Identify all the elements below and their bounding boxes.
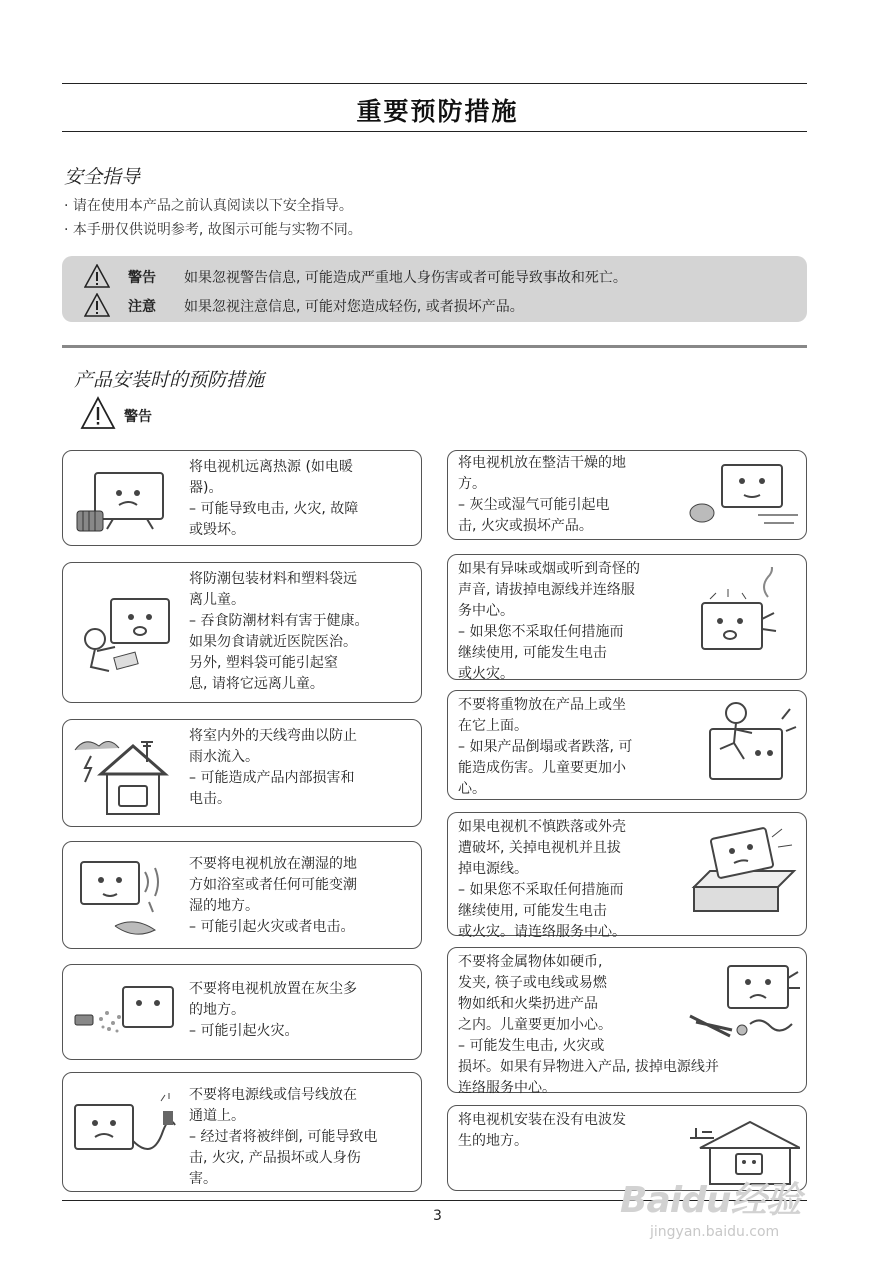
warning-triangle-icon xyxy=(80,396,116,430)
notice-warning-text: 如果忽视警告信息, 可能造成严重地人身伤害或者可能导致事故和死亡。 xyxy=(184,270,627,286)
install-heading: 产品安装时的预防措施 xyxy=(74,369,265,391)
left-card-1 xyxy=(62,450,422,546)
house-antenna-icon xyxy=(71,728,181,820)
tv-dry-icon xyxy=(688,457,800,535)
baidu-watermark xyxy=(620,1172,820,1262)
right-card-1-text: 将电视机放在整洁干燥的地 方。 – 灰尘或湿气可能引起电 击, 火灾或损坏产品。 xyxy=(458,455,626,534)
left-card-3 xyxy=(62,719,422,827)
right-card-6-text: 将电视机安装在没有电波发 生的地方。 xyxy=(458,1112,626,1149)
top-rule xyxy=(62,83,807,84)
page-title: 重要预防措施 xyxy=(356,97,519,126)
left-card-4 xyxy=(62,841,422,949)
right-card-5-text: 不要将金属物体如硬币, 发夹, 筷子或电线或易燃 物如纸和火柴扔进产品 之内。儿童要更加小心。 – 可能发生电击, 火灾或 损坏。如果有异物进入产品, 拔掉电源线并 连络服务中心。 xyxy=(458,954,719,1096)
left-card-1-text: 将电视机远离热源 (如电暖 器)。 – 可能导致电击, 火灾, 故障 或毁坏。 xyxy=(189,459,359,538)
notice-warning-label: 警告 xyxy=(128,270,156,286)
warning-triangle-icon xyxy=(84,264,110,288)
left-card-4-text: 不要将电视机放在潮湿的地 方如浴室或者任何可能变潮 湿的地方。 – 可能引起火灾或者电击。 xyxy=(189,856,357,935)
notice-caution-text: 如果忽视注意信息, 可能对您造成轻伤, 或者损坏产品。 xyxy=(184,299,524,315)
tv-dust-icon xyxy=(73,973,181,1053)
left-card-6-text: 不要将电源线或信号线放在 通道上。 – 经过者将被绊倒, 可能导致电 击, 火灾, 产品损坏或人身伤 害。 xyxy=(189,1087,378,1187)
page-number: 3 xyxy=(433,1208,442,1224)
watermark-url: jingyan.baidu.com xyxy=(650,1224,780,1240)
right-card-2 xyxy=(447,554,807,680)
tv-fallen-icon xyxy=(688,827,800,925)
left-card-2 xyxy=(62,562,422,703)
left-card-2-text: 将防潮包装材料和塑料袋远 离儿童。 – 吞食防潮材料有害于健康。 如果勿食请就近医院医治。 另外, 塑料袋可能引起窒 息, 请将它远离儿童。 xyxy=(189,571,369,692)
tv-water-icon xyxy=(75,852,175,940)
watermark-logo: Baidu经验 xyxy=(620,1180,801,1221)
right-card-2-text: 如果有异味或烟或听到奇怪的 声音, 请拔掉电源线并连络服 务中心。 – 如果您不采取任何措施而 继续使用, 可能发生电击 或火灾。 xyxy=(458,561,640,682)
tv-child-icon xyxy=(75,585,175,681)
right-card-3-text: 不要将重物放在产品上或坐 在它上面。 – 如果产品倒塌或者跌落, 可 能造成伤害。儿童要更加小 心。 xyxy=(458,697,633,797)
right-card-3 xyxy=(447,690,807,800)
tv-heater-icon xyxy=(73,461,173,537)
right-card-4 xyxy=(447,812,807,940)
safety-heading: 安全指导 xyxy=(64,166,141,188)
right-card-5 xyxy=(447,947,807,1096)
left-card-5 xyxy=(62,964,422,1060)
notice-warning xyxy=(62,264,807,288)
warning-triangle-icon xyxy=(84,293,110,317)
safety-bullet-1: · 请在使用本产品之前认真阅读以下安全指导。 xyxy=(64,198,353,214)
tv-climb-icon xyxy=(686,699,802,793)
right-card-1 xyxy=(447,450,807,540)
left-card-6 xyxy=(62,1072,422,1192)
title-rule xyxy=(62,131,807,132)
notice-box xyxy=(62,256,807,322)
install-warning-label: 警告 xyxy=(124,409,152,425)
left-card-3-text: 将室内外的天线弯曲以防止 雨水流入。 – 可能造成产品内部损害和 电击。 xyxy=(189,728,357,807)
section-divider xyxy=(62,345,807,348)
safety-bullet-2: · 本手册仅供说明参考, 故图示可能与实物不同。 xyxy=(64,222,362,238)
left-card-5-text: 不要将电视机放置在灰尘多 的地方。 – 可能引起火灾。 xyxy=(189,981,357,1039)
notice-caution xyxy=(62,293,807,317)
tv-smoke-icon xyxy=(688,567,800,671)
right-card-4-text: 如果电视机不慎跌落或外壳 遭破坏, 关掉电视机并且拔 掉电源线。 – 如果您不采取任何措施而 继续使用, 可能发生电击 或火灾。请连络服务中心。 xyxy=(458,819,626,940)
notice-caution-label: 注意 xyxy=(128,299,156,315)
tv-cable-icon xyxy=(71,1091,181,1181)
